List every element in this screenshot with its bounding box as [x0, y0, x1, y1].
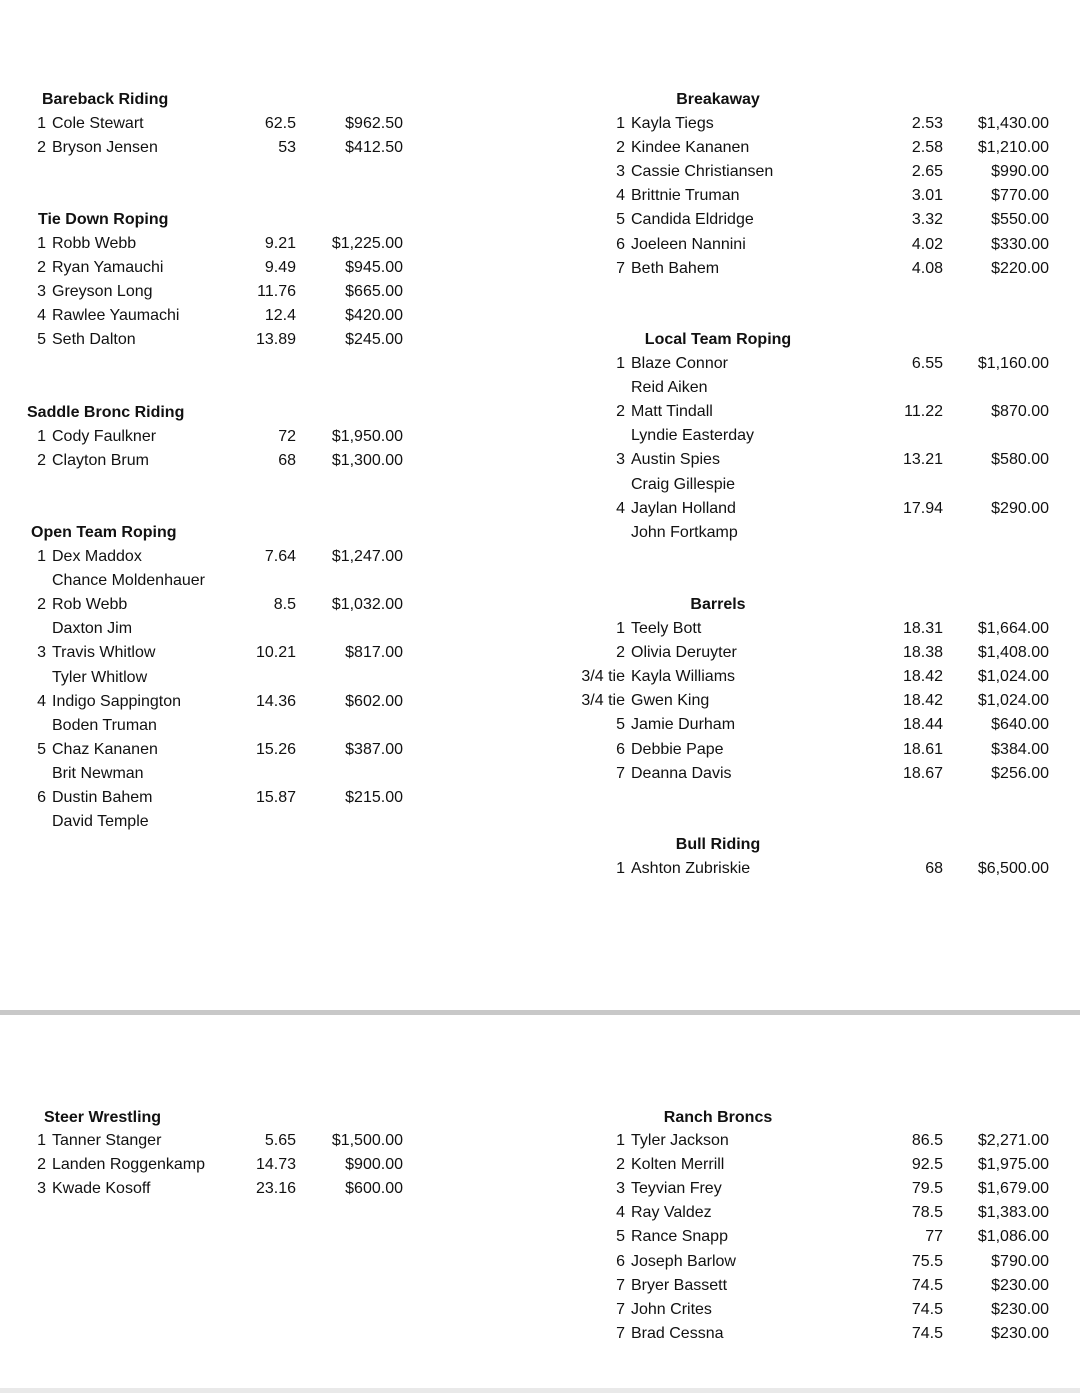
place: 1 [37, 548, 46, 565]
result-row [0, 665, 1080, 689]
score: 18.67 [902, 764, 943, 782]
place: 3/4 tie [581, 668, 625, 686]
payout: $330.00 [991, 235, 1049, 253]
place: 1 [37, 115, 46, 132]
result-row [0, 857, 1080, 881]
result-row [0, 1129, 1080, 1153]
place: 2 [37, 259, 46, 277]
place: 7 [616, 1324, 625, 1342]
partner-row [0, 810, 1080, 834]
contestant-name: Teely Bott [631, 620, 702, 637]
result-row [0, 1322, 1080, 1346]
payout: $1,408.00 [977, 644, 1049, 662]
place: 3 [616, 1180, 625, 1198]
result-row [0, 400, 1080, 424]
result-row [0, 136, 1080, 160]
place: 3 [37, 1180, 46, 1198]
contestant-name: Gwen King [631, 692, 710, 710]
payout: $1,300.00 [331, 452, 403, 470]
contestant-name: Robb Webb [52, 235, 137, 252]
contestant-name: Bryer Bassett [631, 1276, 728, 1294]
partner-name: David Temple [52, 813, 149, 831]
contestant-name: Blaze Connor [631, 355, 728, 372]
partner-row [0, 424, 1080, 448]
contestant-name: Dustin Bahem [52, 789, 153, 806]
result-row [0, 1298, 1080, 1322]
contestant-name: Tanner Stanger [52, 1132, 162, 1149]
section-title: Ranch Broncs [663, 1109, 773, 1126]
place: 2 [37, 139, 46, 157]
score: 74.5 [911, 1324, 943, 1342]
payout: $602.00 [345, 692, 403, 710]
result-row [0, 617, 1080, 641]
place: 3/4 tie [581, 692, 625, 710]
result-row [0, 1225, 1080, 1249]
payout: $900.00 [345, 1156, 403, 1174]
score: 77 [925, 1228, 943, 1246]
payout: $220.00 [991, 259, 1049, 277]
payout: $945.00 [345, 259, 403, 277]
contestant-name: Kolten Merrill [631, 1156, 725, 1174]
place: 6 [616, 740, 625, 758]
payout: $245.00 [345, 331, 403, 349]
payout: $962.50 [345, 115, 403, 132]
partner-name: Lyndie Easterday [631, 427, 755, 445]
score: 15.26 [255, 740, 296, 758]
payout: $550.00 [991, 211, 1049, 229]
score: 18.38 [902, 644, 943, 662]
result-row [0, 304, 1080, 328]
place: 5 [616, 1228, 625, 1246]
contestant-name: Matt Tindall [631, 403, 713, 421]
score: 11.22 [904, 403, 943, 421]
place: 2 [37, 596, 46, 614]
contestant-name: Seth Dalton [52, 331, 136, 349]
place: 1 [37, 235, 46, 252]
score: 72 [278, 428, 296, 445]
place: 7 [616, 259, 625, 277]
contestant-name: Rob Webb [52, 596, 128, 614]
result-row [0, 1177, 1080, 1201]
place: 1 [37, 428, 46, 445]
result-row [0, 280, 1080, 304]
score: 3.32 [911, 211, 943, 229]
payout: $580.00 [991, 451, 1049, 469]
contestant-name: Chaz Kananen [52, 740, 158, 758]
place: 2 [616, 139, 625, 157]
score: 10.21 [255, 644, 296, 662]
result-row [0, 112, 1080, 136]
place: 5 [616, 211, 625, 229]
contestant-name: Jamie Durham [631, 716, 736, 734]
payout: $1,247.00 [331, 548, 403, 565]
contestant-name: Rance Snapp [631, 1228, 728, 1246]
contestant-name: Beth Bahem [631, 259, 720, 277]
result-row [0, 257, 1080, 281]
result-row [0, 497, 1080, 521]
contestant-name: Cassie Christiansen [631, 163, 774, 181]
contestant-name: Indigo Sappington [52, 692, 181, 710]
payout: $1,225.00 [331, 235, 403, 252]
page-bottom-edge [0, 1388, 1080, 1393]
result-row [0, 448, 1080, 472]
payout: $1,086.00 [977, 1228, 1049, 1246]
score: 18.42 [902, 668, 943, 686]
score: 23.16 [255, 1180, 296, 1198]
place: 6 [616, 235, 625, 253]
payout: $1,950.00 [331, 428, 403, 445]
result-row [0, 328, 1080, 352]
payout: $665.00 [345, 283, 403, 301]
partner-name: Brit Newman [52, 764, 144, 782]
result-row [0, 593, 1080, 617]
score: 7.64 [264, 548, 296, 565]
payout: $817.00 [345, 644, 403, 662]
contestant-name: Cole Stewart [52, 115, 144, 132]
contestant-name: Kindee Kananen [631, 139, 750, 157]
section-title: Bareback Riding [42, 91, 169, 108]
place: 4 [37, 307, 46, 325]
contestant-name: Kwade Kosoff [52, 1180, 151, 1198]
place: 2 [616, 1156, 625, 1174]
score: 4.02 [911, 235, 943, 253]
payout: $1,160.00 [977, 355, 1049, 372]
payout: $6,500.00 [977, 860, 1049, 877]
result-row [0, 689, 1080, 713]
payout: $1,210.00 [977, 139, 1049, 157]
score: 11.76 [257, 283, 296, 301]
payout: $1,679.00 [977, 1180, 1049, 1198]
contestant-name: Cody Faulkner [52, 428, 157, 445]
score: 92.5 [911, 1156, 943, 1174]
contestant-name: Ashton Zubriskie [631, 860, 751, 877]
place: 3 [37, 644, 46, 662]
place: 5 [616, 716, 625, 734]
score: 4.08 [911, 259, 943, 277]
payout: $290.00 [991, 499, 1049, 517]
contestant-name: Deanna Davis [631, 764, 732, 782]
payout: $384.00 [991, 740, 1049, 758]
partner-name: Daxton Jim [52, 620, 133, 638]
place: 4 [616, 187, 625, 205]
payout: $640.00 [991, 716, 1049, 734]
result-row [0, 762, 1080, 786]
contestant-name: Kayla Tiegs [631, 115, 714, 132]
score: 18.61 [902, 740, 943, 758]
partner-row [0, 473, 1080, 497]
score: 74.5 [911, 1300, 943, 1318]
payout: $790.00 [991, 1252, 1049, 1270]
score: 9.49 [264, 259, 296, 277]
result-row [0, 1153, 1080, 1177]
payout: $215.00 [345, 789, 403, 806]
score: 13.89 [255, 331, 296, 349]
contestant-name: Ryan Yamauchi [52, 259, 164, 277]
payout: $1,024.00 [977, 668, 1049, 686]
section-title: Tie Down Roping [38, 211, 169, 228]
payout: $870.00 [991, 403, 1049, 421]
section-title: Breakaway [676, 91, 760, 108]
result-row [0, 713, 1080, 737]
place: 2 [616, 403, 625, 421]
result-row [0, 233, 1080, 257]
partner-name: Tyler Whitlow [52, 668, 148, 686]
contestant-name: Rawlee Yaumachi [52, 307, 180, 325]
section-title: Barrels [690, 596, 746, 613]
place: 2 [37, 1156, 46, 1174]
partner-name: Boden Truman [52, 716, 157, 734]
place: 7 [616, 764, 625, 782]
payout: $770.00 [991, 187, 1049, 205]
score: 2.65 [911, 163, 943, 181]
result-row [0, 641, 1080, 665]
payout: $230.00 [991, 1300, 1049, 1318]
partner-name: Reid Aiken [631, 379, 708, 397]
score: 62.5 [264, 115, 296, 132]
score: 12.4 [264, 307, 296, 325]
score: 79.5 [911, 1180, 943, 1198]
section-title: Local Team Roping [644, 331, 792, 348]
score: 3.01 [911, 187, 943, 205]
page-divider [0, 1010, 1080, 1015]
place: 3 [37, 283, 46, 301]
result-row [0, 1201, 1080, 1225]
payout: $1,430.00 [977, 115, 1049, 132]
section-title: Saddle Bronc Riding [27, 404, 185, 421]
score: 74.5 [911, 1276, 943, 1294]
place: 6 [616, 1252, 625, 1270]
score: 53 [278, 139, 296, 157]
score: 6.55 [911, 355, 943, 372]
score: 14.73 [255, 1156, 296, 1174]
contestant-name: Austin Spies [631, 451, 720, 469]
score: 13.21 [902, 451, 943, 469]
contestant-name: Joeleen Nannini [631, 235, 746, 253]
score: 78.5 [911, 1204, 943, 1222]
place: 2 [37, 452, 46, 470]
contestant-name: Brittnie Truman [631, 187, 740, 205]
place: 5 [37, 331, 46, 349]
place: 1 [616, 355, 625, 372]
contestant-name: Teyvian Frey [631, 1180, 722, 1198]
result-row [0, 545, 1080, 569]
contestant-name: Brad Cessna [631, 1324, 724, 1342]
score: 15.87 [255, 789, 296, 806]
place: 7 [616, 1276, 625, 1294]
contestant-name: Landen Roggenkamp [52, 1156, 206, 1174]
score: 18.42 [902, 692, 943, 710]
payout: $420.00 [345, 307, 403, 325]
score: 17.94 [902, 499, 943, 517]
place: 1 [616, 1132, 625, 1149]
contestant-name: Joseph Barlow [631, 1252, 736, 1270]
payout: $1,383.00 [977, 1204, 1049, 1222]
score: 68 [278, 452, 296, 470]
place: 1 [616, 115, 625, 132]
section-title: Open Team Roping [31, 524, 177, 541]
score: 75.5 [911, 1252, 943, 1270]
partner-name: Craig Gillespie [631, 475, 736, 493]
payout: $1,032.00 [331, 596, 403, 614]
contestant-name: Kayla Williams [631, 668, 736, 686]
contestant-name: Travis Whitlow [52, 644, 156, 662]
contestant-name: Jaylan Holland [631, 499, 736, 517]
contestant-name: Dex Maddox [52, 548, 142, 565]
payout: $600.00 [345, 1180, 403, 1198]
place: 1 [616, 620, 625, 637]
contestant-name: Bryson Jensen [52, 139, 158, 157]
contestant-name: Debbie Pape [631, 740, 724, 758]
contestant-name: Clayton Brum [52, 452, 149, 470]
score: 2.58 [911, 139, 943, 157]
payout: $256.00 [991, 764, 1049, 782]
payout: $230.00 [991, 1324, 1049, 1342]
payout: $387.00 [345, 740, 403, 758]
score: 5.65 [264, 1132, 296, 1149]
score: 18.44 [902, 716, 943, 734]
section-title: Bull Riding [675, 836, 761, 853]
place: 1 [616, 860, 625, 877]
place: 2 [616, 644, 625, 662]
place: 3 [616, 451, 625, 469]
score: 86.5 [911, 1132, 943, 1149]
payout: $412.50 [345, 139, 403, 157]
payout: $1,975.00 [977, 1156, 1049, 1174]
result-row [0, 1274, 1080, 1298]
payout: $990.00 [991, 163, 1049, 181]
result-row [0, 786, 1080, 810]
payout: $2,271.00 [977, 1132, 1049, 1149]
score: 18.31 [902, 620, 943, 637]
contestant-name: Candida Eldridge [631, 211, 754, 229]
score: 8.5 [273, 596, 296, 614]
place: 1 [37, 1132, 46, 1149]
contestant-name: Ray Valdez [631, 1204, 712, 1222]
payout: $230.00 [991, 1276, 1049, 1294]
result-row [0, 184, 1080, 208]
score: 68 [925, 860, 943, 877]
contestant-name: Tyler Jackson [631, 1132, 729, 1149]
result-row [0, 208, 1080, 232]
result-row [0, 738, 1080, 762]
contestant-name: Olivia Deruyter [631, 644, 737, 662]
place: 4 [37, 692, 46, 710]
partner-row [0, 376, 1080, 400]
partner-name: John Fortkamp [631, 523, 738, 541]
place: 7 [616, 1300, 625, 1318]
contestant-name: John Crites [631, 1300, 712, 1318]
score: 9.21 [264, 235, 296, 252]
result-row [0, 1250, 1080, 1274]
score: 2.53 [911, 115, 943, 132]
payout: $1,664.00 [977, 620, 1049, 637]
payout: $1,500.00 [331, 1132, 403, 1149]
score: 14.36 [255, 692, 296, 710]
result-row [0, 160, 1080, 184]
place: 4 [616, 499, 625, 517]
partner-row [0, 569, 1080, 593]
partner-row [0, 521, 1080, 545]
place: 4 [616, 1204, 625, 1222]
partner-name: Chance Moldenhauer [52, 572, 205, 590]
result-row [0, 352, 1080, 376]
place: 6 [37, 789, 46, 806]
place: 3 [616, 163, 625, 181]
contestant-name: Greyson Long [52, 283, 153, 301]
place: 5 [37, 740, 46, 758]
section-title: Steer Wrestling [44, 1109, 162, 1126]
payout: $1,024.00 [977, 692, 1049, 710]
